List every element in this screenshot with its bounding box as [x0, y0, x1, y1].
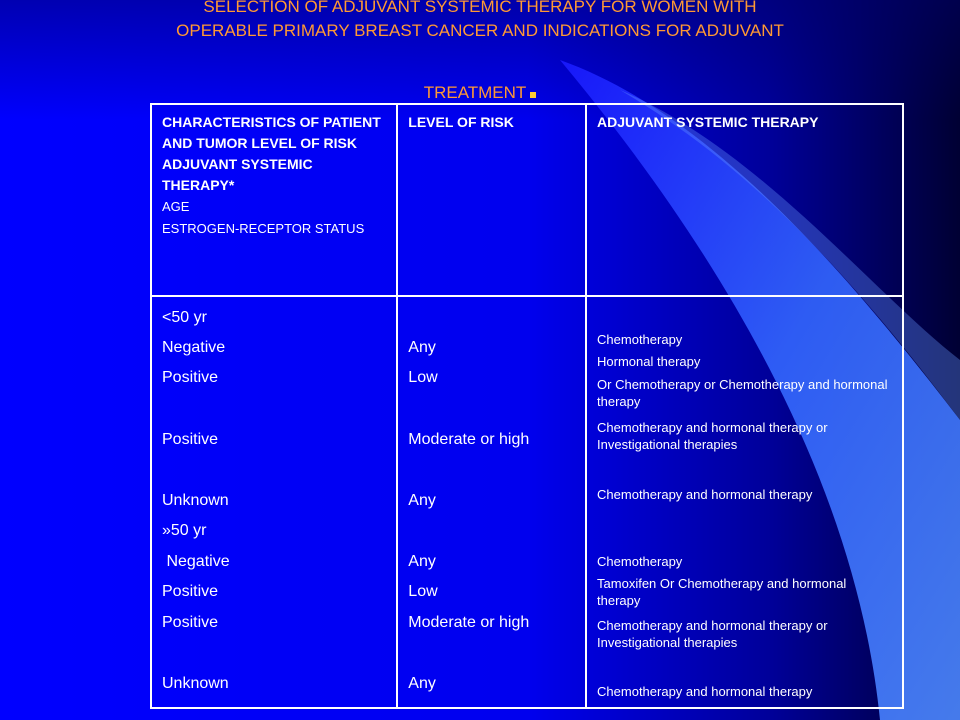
header-cell-characteristics	[151, 104, 397, 296]
list-item: Low	[408, 583, 438, 600]
list-item: Unknown	[162, 492, 229, 509]
list-item: Chemotherapy and hormonal therapy	[597, 684, 813, 699]
list-item: Any	[408, 553, 436, 570]
header-characteristics-text: CHARACTERISTICS OF PATIENT AND TUMOR LEVEL OF RISK ADJUVANT SYSTEMIC THERAPY*	[162, 114, 381, 193]
therapy-table	[150, 103, 904, 709]
list-item: Positive	[162, 431, 219, 448]
list-item: Moderate or high	[408, 614, 530, 631]
list-item: Tamoxifen Or Chemotherapy and hormonal therapy	[597, 576, 847, 608]
list-item: Chemotherapy	[597, 554, 683, 569]
list-item: Or Chemotherapy or Chemotherapy and hormonal therapy	[597, 377, 888, 409]
header-level-of-risk-text: LEVEL OF RISK	[408, 114, 514, 130]
body-cell-adjuvant-therapy	[586, 296, 903, 708]
title-line-2: OPERABLE PRIMARY BREAST CANCER AND INDICATIONS FOR ADJUVANT	[176, 21, 784, 40]
header-adjuvant-therapy-text: ADJUVANT SYSTEMIC THERAPY	[597, 114, 819, 130]
list-item: »50 yr	[162, 522, 207, 539]
list-item: Chemotherapy and hormonal therapy or Investigational therapies	[597, 420, 828, 452]
list-item: Unknown	[162, 675, 229, 692]
header-estrogen-receptor: ESTROGEN-RECEPTOR STATUS	[162, 221, 365, 236]
list-item: Chemotherapy and hormonal therapy or Investigational therapies	[597, 618, 828, 650]
list-item: Chemotherapy	[597, 332, 683, 347]
title-line-3	[0, 82, 960, 104]
list-item: Any	[408, 675, 436, 692]
list-item: Positive	[162, 614, 219, 631]
header-cell-level-of-risk	[397, 104, 586, 296]
title-line-3-text: TREATMENT	[423, 83, 527, 102]
list-item: Negative	[162, 553, 230, 570]
list-item: <50 yr	[162, 309, 207, 326]
header-age: AGE	[162, 199, 190, 214]
table-header-row	[151, 104, 903, 296]
list-item: Moderate or high	[408, 431, 530, 448]
body-cell-characteristics	[151, 296, 397, 708]
list-item: Positive	[162, 583, 219, 600]
list-item: Any	[408, 339, 436, 356]
list-item: Hormonal therapy	[597, 354, 701, 369]
list-item: Negative	[162, 339, 226, 356]
list-item: Low	[408, 369, 438, 386]
title-line-1: SELECTION OF ADJUVANT SYSTEMIC THERAPY FOR WOMEN WITH	[203, 0, 757, 16]
list-item: Any	[408, 492, 436, 509]
list-item: Positive	[162, 369, 219, 386]
list-item: Chemotherapy and hormonal therapy	[597, 487, 813, 502]
body-cell-level-of-risk	[397, 296, 586, 708]
header-cell-adjuvant-therapy	[586, 104, 903, 296]
table-body-row	[151, 296, 903, 708]
bullet-dot-icon	[530, 92, 536, 98]
